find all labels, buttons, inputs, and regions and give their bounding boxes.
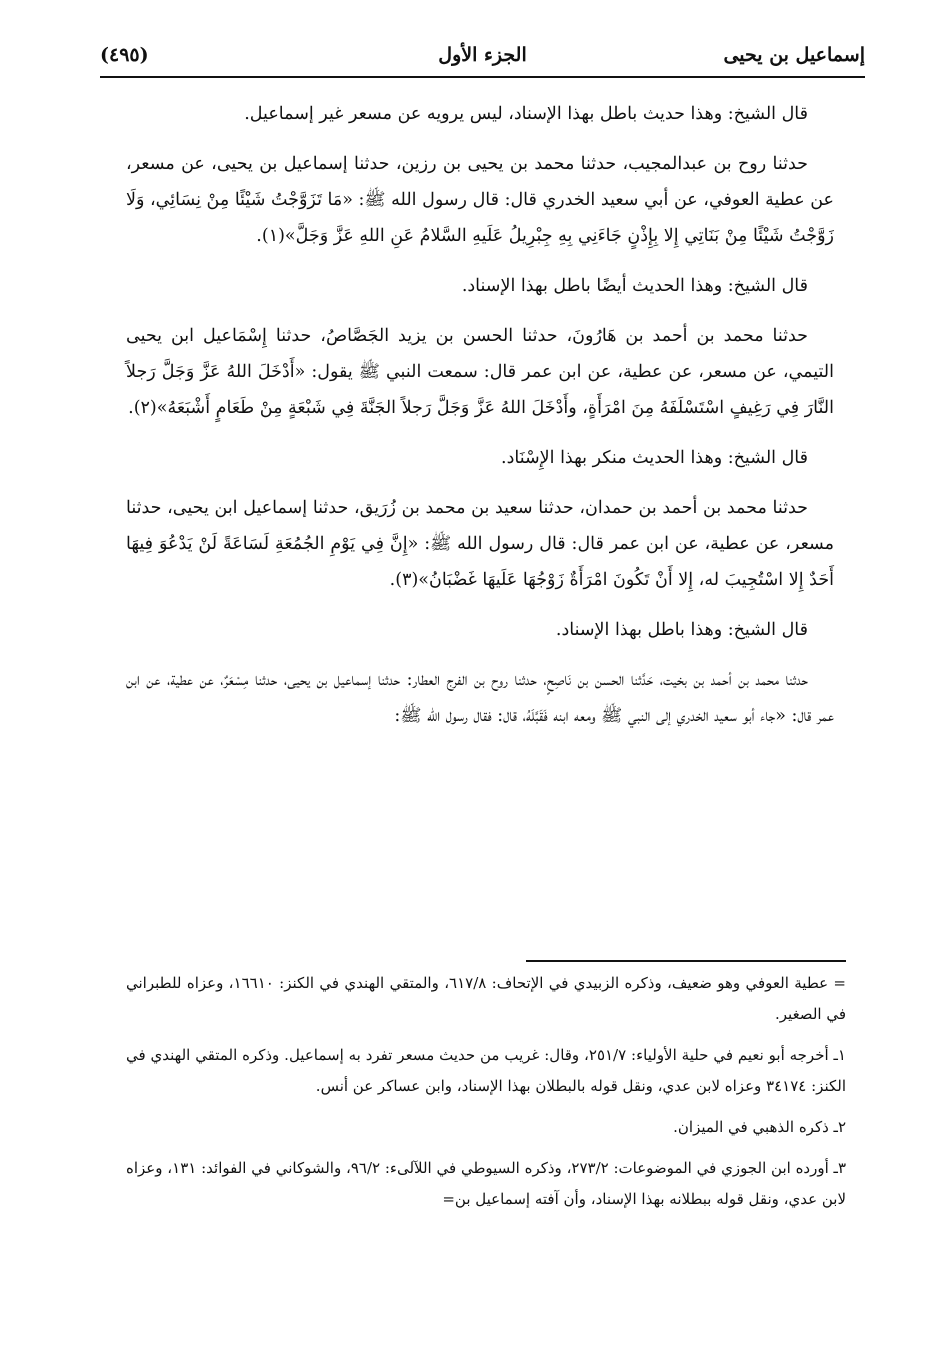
footnotes: [126, 968, 846, 1215]
sheikh-comment: قال الشيخ: وهذا حديث باطل بهذا الإسناد، ليس يرويه عن مسعر غير إسماعيل.: [244, 104, 808, 124]
sheikh-comment: قال الشيخ: وهذا الحديث منكر بهذا الإِسْنَاد.: [501, 448, 808, 468]
hadith-paragraph: حدثنا محمد بن أحمد بن بخيت، حَدَّثنا الحسن بن نَاصِحٍ، حدثنا روح بن الفرج العطار: حدثنا إسماعيل بن يحيى، حدثنا مِسْعَرٌ، عن عطية، عن ابن عمر قال: «جاء أبو سعيد الخدري إلى النبي ﷺ ومعه ابنه فَقَبَّلَهُ، قال: فقال رسول الله ﷺ:: [126, 670, 834, 726]
footnote-continuation: = عطية العوفي وهو ضعيف، وذكره الزبيدي في الإتحاف: ٦١٧/٨، والمتقي الهندي في الكنز: ١٦٦١٠، وعزاه للطبراني في الصغير.: [126, 974, 846, 1023]
hadith-paragraph: حدثنا روح بن عبدالمجيب، حدثنا محمد بن يحيى بن رزين، حدثنا إسماعيل بن يحيى، عن مسعر، عن عطية العوفي، عن أبي سعيد الخدري قال: قال رسول الله ﷺ: «مَا تَزَوَّجْتُ شَيْئًا مِنْ نِسَائِي، وَلَا زَوَّجْتُ شَيْئًا مِنْ بَنَاتِي إِلا بِإِذْنٍ جَاءَنِي بِهِ جِبْرِيلُ عَلَيهِ السَّلامُ عَنِ اللهِ عَزَّ وَجَلَّ»(١).: [126, 154, 834, 246]
volume-label: الجزء الأول: [438, 44, 527, 66]
footnote-divider: [526, 960, 846, 962]
footnote-3: ٣ـ أورده ابن الجوزي في الموضوعات: ٢٧٣/٢، وذكره السيوطي في اللآلىء: ٩٦/٢، والشوكاني في الفوائد: ١٣١، وعزاه لابن عدي، ونقل قوله ببطلانه بهذا الإسناد، وأن آفته إسماعيل بن=: [126, 1159, 847, 1208]
hadith-paragraph: حدثنا محمد بن أحمد بن هَارُونَ، حدثنا الحسن بن يزيد الجَصَّاصُ، حدثنا إِسْمَاعيل ابن يحيى التيمي، عن مسعر، عن عطية، عن ابن عمر قال: سمعت النبي ﷺ يقول: «أَدْخَلَ اللهُ عَزَّ وَجَلَّ رَجلاً النَّارَ فِي رَغِيفٍ اسْتَسْلَفَهُ مِنَ امْرَأَةٍ، وأَدْخَلَ اللهُ عَزَّ وَجَلَّ رَجلاً الجَنَّةَ فِي شَبْعَةٍ مِنْ طَعَامٍ أَشْبَعَهُ»(٢).: [126, 326, 834, 418]
sheikh-comment: قال الشيخ: وهذا الحديث أيضًا باطل بهذا الإسناد.: [461, 276, 808, 296]
sheikh-comment: قال الشيخ: وهذا باطل بهذا الإسناد.: [555, 620, 808, 640]
page-header: [100, 40, 865, 78]
running-title: إسماعيل بن يحيى: [723, 44, 865, 66]
page-number: (٤٩٥): [100, 44, 149, 66]
footnote-2: ٢ـ ذكره الذهبي في الميزان.: [673, 1118, 846, 1136]
footnote-1: ١ـ أخرجه أبو نعيم في حلية الأولياء: ٢٥١/٧، وقال: غريب من حديث مسعر تفرد به إسماعيل. وذكره المتقي الهندي في الكنز: ٣٤١٧٤ وعزاه لابن عدي، ونقل قوله بالبطلان بهذا الإسناد، وابن عساكر عن أنس.: [126, 1046, 846, 1095]
main-text: [126, 96, 834, 734]
hadith-paragraph: حدثنا محمد بن أحمد بن حمدان، حدثنا سعيد بن محمد بن زُرَيق، حدثنا إسماعيل ابن يحيى، حدثنا مسعر، عن عطية، عن ابن عمر قال: قال رسول الله ﷺ: «إِنَّ فِي يَوْمِ الجُمُعَةِ لَسَاعَةً لَنْ يَدْعُوَ فِيهَا أَحَدٌ إِلا اسْتُجِيبَ له، إِلا أَنْ تَكُونَ امْرَأَةٌ زَوْجُهَا عَلَيهَا غَضْبَانُ»(٣).: [126, 498, 834, 590]
